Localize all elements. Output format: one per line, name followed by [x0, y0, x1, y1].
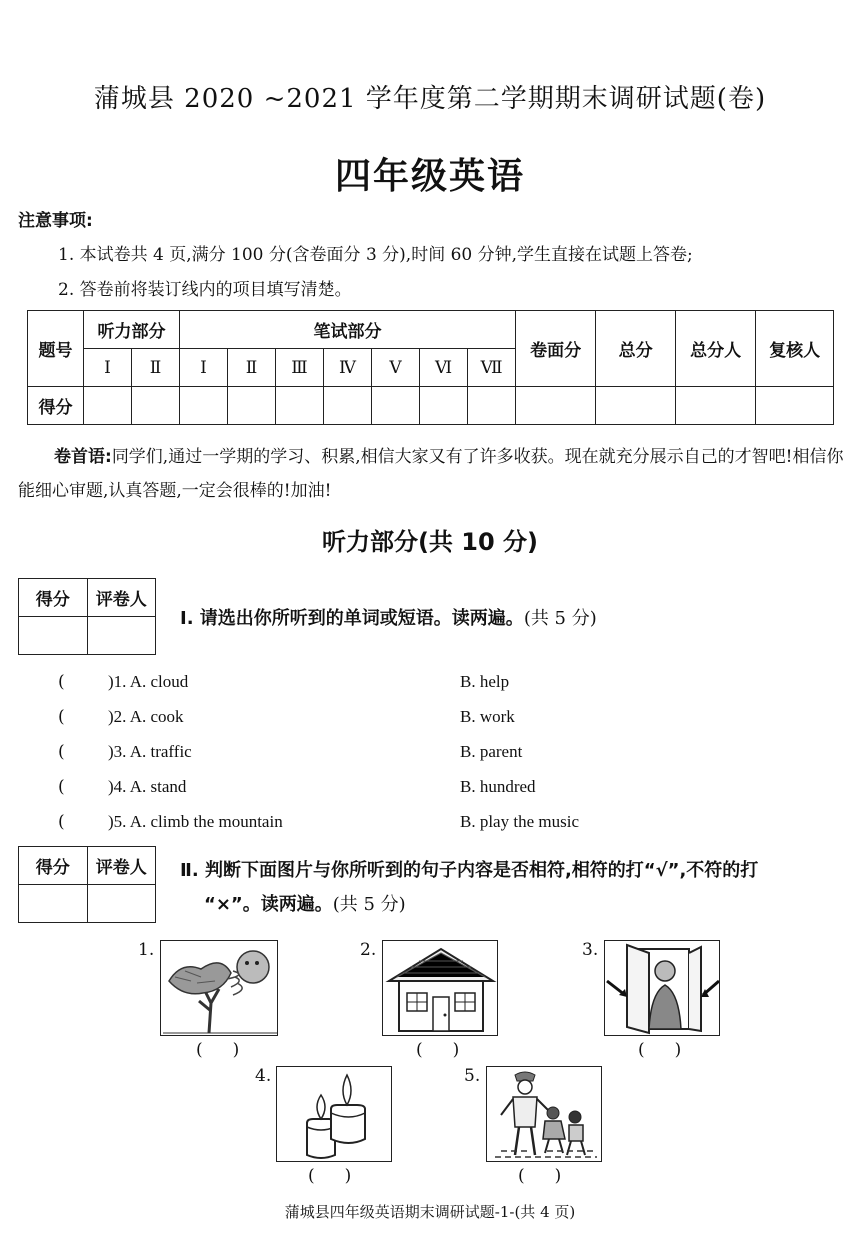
score-cell[interactable] — [180, 387, 228, 425]
score-table — [27, 310, 834, 425]
neatness-score-label: 卷面分 — [516, 311, 596, 387]
list-item-option-a: )1. A. cloud — [108, 672, 189, 691]
exam-title: 蒲城县 2020 ~2021 学年度第二学期期末调研试题(卷) — [93, 84, 767, 114]
note-item-1: 1. 本试卷共 4 页,满分 100 分(含卷面分 3 分),时间 60 分钟,学生直接在试题上答卷; — [58, 245, 693, 265]
listening-section-title: 听力部分(共 10 分) — [321, 528, 539, 556]
grader-score-label: 得分 — [19, 579, 88, 617]
score-cell[interactable] — [228, 387, 276, 425]
reviewer-label: 复核人 — [756, 311, 834, 387]
writing-part-numeral: Ⅳ — [324, 349, 372, 387]
picture-number: 2. — [360, 940, 377, 960]
writing-part-numeral: Ⅰ — [180, 349, 228, 387]
answer-parens[interactable]: () — [196, 1040, 270, 1060]
grader-score-label: 得分 — [19, 847, 88, 885]
writing-part-numeral: Ⅶ — [468, 349, 516, 387]
score-cell[interactable] — [756, 387, 834, 425]
part1-points: (共 5 分) — [523, 608, 597, 629]
grader-name-cell[interactable] — [87, 617, 156, 655]
police-children-icon — [486, 1066, 602, 1162]
listening-part-numeral: Ⅱ — [132, 349, 180, 387]
list-item-option-a: )5. A. climb the mountain — [108, 812, 283, 831]
answer-open-paren[interactable]: ( — [58, 742, 65, 762]
answer-parens[interactable]: () — [308, 1166, 382, 1186]
score-cell[interactable] — [84, 387, 132, 425]
part1-heading — [180, 604, 597, 630]
part1-instruction: Ⅰ. 请选出你所听到的单词或短语。读两遍。 — [180, 608, 524, 629]
grader-name-cell[interactable] — [87, 885, 156, 923]
list-item-option-b: B. work — [460, 707, 515, 726]
score-cell[interactable] — [676, 387, 756, 425]
picture-number: 1. — [138, 940, 155, 960]
part2-heading-line2 — [204, 890, 406, 916]
grader-name-label: 评卷人 — [87, 847, 156, 885]
writing-part-numeral: Ⅱ — [228, 349, 276, 387]
preface-text: 同学们,通过一学期的学习、积累,相信大家又有了许多收获。现在就充分展示自己的才智吧!相信你能细心审题,认真答题,一定会很棒的!加油! — [18, 447, 844, 501]
list-item-option-a: )2. A. cook — [108, 707, 184, 726]
grader-name-label: 评卷人 — [87, 579, 156, 617]
score-cell[interactable] — [372, 387, 420, 425]
grader-box-part1 — [18, 578, 156, 655]
question-number-label: 题号 — [28, 311, 84, 387]
girl-window-icon — [604, 940, 720, 1036]
answer-parens[interactable]: () — [416, 1040, 490, 1060]
listening-part-numeral: Ⅰ — [84, 349, 132, 387]
listening-section-label: 听力部分 — [84, 311, 180, 349]
list-item-option-b: B. hundred — [460, 777, 536, 796]
grader-score-cell[interactable] — [19, 617, 88, 655]
score-row-label: 得分 — [28, 387, 84, 425]
writing-part-numeral: Ⅴ — [372, 349, 420, 387]
grader-box-part2 — [18, 846, 156, 923]
house-icon — [382, 940, 498, 1036]
subject-title: 四年级英语 — [334, 156, 525, 197]
preface-paragraph — [18, 440, 844, 508]
list-item-option-b: B. play the music — [460, 812, 579, 831]
note-item-2: 2. 答卷前将装订线内的项目填写清楚。 — [58, 280, 352, 300]
preface-label: 卷首语: — [54, 447, 112, 467]
total-score-label: 总分 — [596, 311, 676, 387]
answer-open-paren[interactable]: ( — [58, 672, 65, 692]
writing-part-numeral: Ⅲ — [276, 349, 324, 387]
candles-icon — [276, 1066, 392, 1162]
list-item-option-b: B. help — [460, 672, 510, 691]
score-cell[interactable] — [276, 387, 324, 425]
answer-open-paren[interactable]: ( — [58, 707, 65, 727]
picture-number: 4. — [255, 1066, 272, 1086]
writing-part-numeral: Ⅵ — [420, 349, 468, 387]
page-footer: 蒲城县四年级英语期末调研试题-1-(共 4 页) — [284, 1203, 576, 1221]
part2-points: (共 5 分) — [332, 894, 406, 915]
answer-parens[interactable]: () — [638, 1040, 712, 1060]
grader-score-cell[interactable] — [19, 885, 88, 923]
picture-number: 5. — [464, 1066, 481, 1086]
picture-number: 3. — [582, 940, 599, 960]
score-cell[interactable] — [468, 387, 516, 425]
score-cell[interactable] — [596, 387, 676, 425]
score-cell[interactable] — [420, 387, 468, 425]
part2-instruction-end: “×”。读两遍。 — [204, 894, 333, 915]
answer-parens[interactable]: () — [518, 1166, 592, 1186]
list-item-option-a: )4. A. stand — [108, 777, 187, 796]
answer-open-paren[interactable]: ( — [58, 812, 65, 832]
score-cell[interactable] — [516, 387, 596, 425]
score-cell[interactable] — [324, 387, 372, 425]
score-cell[interactable] — [132, 387, 180, 425]
scorer-label: 总分人 — [676, 311, 756, 387]
writing-section-label: 笔试部分 — [180, 311, 516, 349]
list-item-option-a: )3. A. traffic — [108, 742, 192, 761]
answer-open-paren[interactable]: ( — [58, 777, 65, 797]
list-item-option-b: B. parent — [460, 742, 523, 761]
windy-tree-icon — [160, 940, 278, 1036]
part2-heading-line1: Ⅱ. 判断下面图片与你所听到的句子内容是否相符,相符的打“√”,不符的打 — [180, 860, 759, 881]
notes-heading: 注意事项: — [18, 211, 93, 231]
